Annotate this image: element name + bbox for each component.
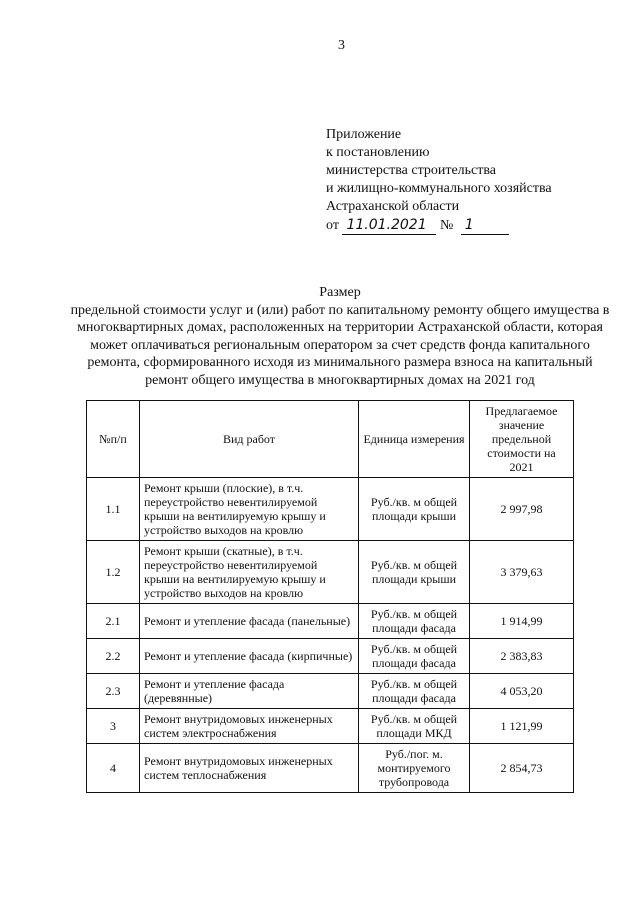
table-row — [87, 674, 574, 709]
cell-num: 3 — [87, 709, 140, 744]
header-num: №п/п — [87, 401, 140, 478]
appendix-line: и жилищно-коммунального хозяйства — [326, 181, 552, 196]
table-row — [87, 604, 574, 639]
cell-value: 4 053,20 — [470, 674, 574, 709]
cell-value: 2 854,73 — [470, 744, 574, 793]
cell-value: 3 379,63 — [470, 541, 574, 604]
cell-unit: Руб./пог. м. монтируемого трубопровода — [359, 744, 470, 793]
cost-table — [86, 400, 574, 793]
cell-value: 1 121,99 — [470, 709, 574, 744]
table-row — [87, 744, 574, 793]
appendix-line: к постановлению — [326, 145, 430, 160]
table-row — [87, 541, 574, 604]
cell-work: Ремонт крыши (плоские), в т.ч. переустройство невентилируемой крыши на вентилируемую крышу и устройство выходов на кровлю — [140, 478, 359, 541]
cell-unit: Руб./кв. м общей площади фасада — [359, 674, 470, 709]
cell-num: 1.1 — [87, 478, 140, 541]
table-row — [87, 478, 574, 541]
cell-unit: Руб./кв. м общей площади МКД — [359, 709, 470, 744]
handwritten-date: 11.01.2021 — [342, 216, 436, 235]
cell-num: 2.3 — [87, 674, 140, 709]
cell-work: Ремонт внутридомовых инженерных систем теплоснабжения — [140, 744, 359, 793]
number-label: № — [439, 218, 454, 233]
cell-unit: Руб./кв. м общей площади крыши — [359, 541, 470, 604]
cell-value: 2 383,83 — [470, 639, 574, 674]
cell-num: 4 — [87, 744, 140, 793]
handwritten-number: 1 — [461, 216, 509, 235]
title-heading: Размер — [319, 285, 361, 300]
appendix-block — [326, 126, 552, 235]
table-row — [87, 639, 574, 674]
cell-work: Ремонт внутридомовых инженерных систем электроснабжения — [140, 709, 359, 744]
cell-num: 2.2 — [87, 639, 140, 674]
cell-value: 1 914,99 — [470, 604, 574, 639]
cell-unit: Руб./кв. м общей площади крыши — [359, 478, 470, 541]
table-header-row — [87, 401, 574, 478]
title-body: предельной стоимости услуг и (или) работ по капитальному ремонту общего имущества в многоквартирных домах, расположенных на территории Астраханской области, которая может оплачиваться региональным оператором за счет средств фонда капитального ремонта, сформированного исходя из минимального размера взноса на капитальный ремонт общего имущества в многоквартирных домах на 2021 год — [70, 302, 610, 388]
cell-work: Ремонт и утепление фасада (панельные) — [140, 604, 359, 639]
cell-unit: Руб./кв. м общей площади фасада — [359, 604, 470, 639]
from-label: от — [326, 218, 339, 233]
appendix-line: министерства строительства — [326, 163, 497, 178]
document-title — [70, 284, 610, 389]
cell-num: 2.1 — [87, 604, 140, 639]
cell-work: Ремонт и утепление фасада (деревянные) — [140, 674, 359, 709]
cell-num: 1.2 — [87, 541, 140, 604]
cell-work: Ремонт и утепление фасада (кирпичные) — [140, 639, 359, 674]
page-number: 3 — [338, 38, 345, 53]
appendix-line: Приложение — [326, 127, 402, 142]
cell-work: Ремонт крыши (скатные), в т.ч. переустройство невентилируемой крыши на вентилируемую крышу и устройство выходов на кровлю — [140, 541, 359, 604]
header-work: Вид работ — [140, 401, 359, 478]
cell-value: 2 997,98 — [470, 478, 574, 541]
appendix-line: Астраханской области — [326, 199, 460, 214]
table-row — [87, 709, 574, 744]
header-value: Предлагаемое значение предельной стоимости на 2021 — [470, 401, 574, 478]
header-unit: Единица измерения — [359, 401, 470, 478]
cell-unit: Руб./кв. м общей площади фасада — [359, 639, 470, 674]
date-number-line — [326, 216, 552, 235]
